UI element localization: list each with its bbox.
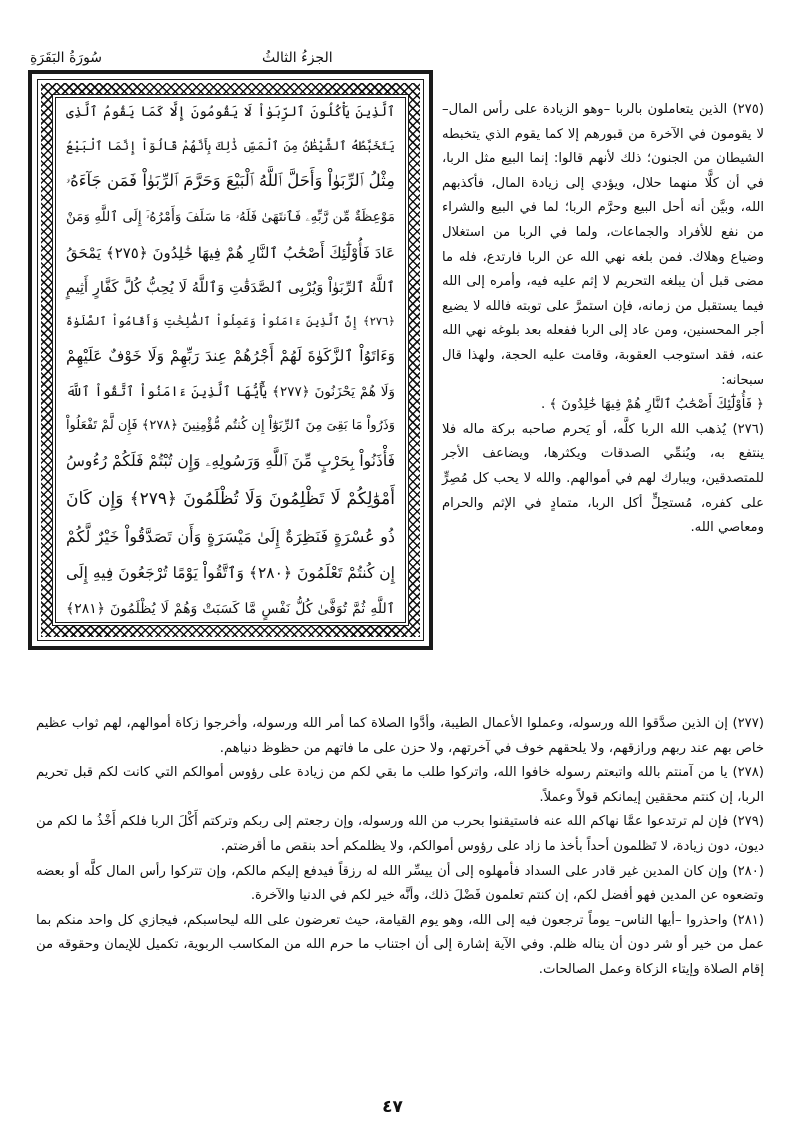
quran-line: مَوْعِظَةٌ مِّن رَّبِّهِۦ فَٱنتَهَىٰ فَلَهُۥ مَا سَلَفَ وَأَمْرُهُۥٓ إِلَى ٱللَّهِ وَمَنْ	[66, 209, 395, 226]
quran-line: ٱللَّهُ ٱلرِّبَوٰاْ وَيُرْبِى ٱلصَّدَقَٰتِ وَٱللَّهُ لَا يُحِبُّ كُلَّ كَفَّارٍ أَثِيمٍ	[66, 279, 395, 296]
quran-line: فَأْذَنُواْ بِحَرْبٍ مِّنَ ٱللَّهِ وَرَسُولِهِۦ وَإِن تُبْتُمْ فَلَكُمْ رُءُوسُ	[66, 451, 395, 470]
commentary-280: (٢٨٠) وإن كان المدين غير قادر على السداد فأمهلوه إلى أن ييسِّر الله له رزقاً فيدفع إليكم مالكم، وإن تتركوا رأس المال كلَّه أو بعضه وتضعوه عن المدين فهو أفضل لكم، إن كنتم تعلمون فَضْلَ ذلك، وأنَّه خير لكم في الدنيا والآخرة.	[36, 863, 764, 904]
quran-line: عَادَ فَأُوْلَٰٓئِكَ أَصْحَٰبُ ٱلنَّارِ هُمْ فِيهَا خَٰلِدُونَ ﴿٢٧٥﴾ يَمْحَقُ	[66, 243, 395, 262]
quran-frame	[28, 70, 433, 650]
quran-line: وَلَا هُمْ يَحْزَنُونَ ﴿٢٧٧﴾ يَٰٓأَيُّهَا ٱلَّذِينَ ءَامَنُواْ ٱتَّقُواْ ٱللَّهَ	[66, 383, 395, 400]
commentary-full	[36, 712, 764, 983]
page-number: ٤٧	[382, 1097, 403, 1117]
surah-header: سُورَةُ البَقَرَةِ	[30, 50, 103, 66]
commentary-side	[442, 98, 764, 541]
quran-line: إِن كُنتُمْ تَعْلَمُونَ ﴿٢٨٠﴾ وَٱتَّقُواْ يَوْمًا تُرْجَعُونَ فِيهِ إِلَى	[66, 564, 395, 583]
commentary-281: (٢٨١) واحذروا –أيها الناس– يوماً ترجعون فيه إلى الله، وهو يوم القيامة، حيث تعرضون على الله ليحاسبكم، فيجازي كل واحد منكم بما عمل من خير أو شر دون أن يناله ظلم. وفي الآية إشارة إلى أن اجتناب ما حرم الله من المكاسب الربوية، تكميل للإيمان وحقوقه من إقام الصلاة وإيتاء الزكاة وعمل الصالحات.	[36, 912, 764, 977]
quran-line: ٱلَّذِينَ يَأْكُلُونَ ٱلرِّبَوٰاْ لَا يَقُومُونَ إِلَّا كَمَا يَقُومُ ٱلَّذِى	[66, 104, 395, 120]
commentary-276: (٢٧٦) يُذهب الله الربا كلَّه، أو يَحرم صاحبه بركة ماله فلا ينتفع به، ويُنمِّي الصدقات ويكثرها، ويضاعف الأجر للمتصدقين، ويبارك لهم في أموالهم. والله لا يحب كل مُصِرٍّ على كفره، مُستحِلٍّ أكل الربا، متمادٍ في الإثم والحرام ومعاصي الله.	[442, 421, 764, 536]
juz-header: الجزءُ الثالثُ	[262, 50, 333, 66]
quran-line: ٱللَّهِ ثُمَّ تُوَفَّىٰ كُلُّ نَفْسٍ مَّا كَسَبَتْ وَهُمْ لَا يُظْلَمُونَ ﴿٢٨١﴾	[66, 601, 395, 618]
quran-line: وَءَاتَوُاْ ٱلزَّكَوٰةَ لَهُمْ أَجْرُهُمْ عِندَ رَبِّهِمْ وَلَا خَوْفٌ عَلَيْهِمْ	[66, 347, 395, 366]
commentary-277: (٢٧٧) إن الذين صدَّقوا الله ورسوله، وعملوا الأعمال الطيبة، وأدَّوا الصلاة كما أمر الله ورسوله، وأخرجوا زكاة أموالهم، لهم ثواب عظيم خاص بهم عند ربهم ورازقهم، ولا يلحقهم خوف في آخرتهم، ولا حزن على ما فاتهم من حظوظ دنياهم.	[36, 716, 764, 756]
verse-quote: ﴿ فَأُوْلَٰٓئِكَ أَصْحَٰبُ ٱلنَّارِ هُمْ فِيهَا خَٰلِدُونَ ﴾ .	[540, 397, 764, 413]
quran-line: يَتَخَبَّطُهُ ٱلشَّيْطَٰنُ مِنَ ٱلْمَسِّ ذَٰلِكَ بِأَنَّهُمْ قَالُوٓاْ إِنَّمَا ٱلْبَيْعُ	[66, 138, 395, 154]
quran-line: ﴿٢٧٦﴾ إِنَّ ٱلَّذِينَ ءَامَنُواْ وَعَمِلُواْ ٱلصَّٰلِحَٰتِ وَأَقَامُواْ ٱلصَّلَوٰةَ	[66, 314, 395, 329]
quran-line: مِثْلُ ٱلرِّبَوٰاْ وَأَحَلَّ ٱللَّهُ ٱلْبَيْعَ وَحَرَّمَ ٱلرِّبَوٰاْ فَمَن جَآءَهُۥ	[66, 171, 395, 191]
commentary-279: (٢٧٩) فإن لم ترتدعوا عمَّا نهاكم الله عنه فاستيقنوا بحرب من الله ورسوله، وإن رجعتم إلى ربكم وتركتم أَكْلَ الربا فلكم أَخْذُ ما لكم من ديون، دون زيادة، لا تَظلمون أحداً بأخذ ما زاد على رؤوس أموالكم، ولا يظلمكم أحد بنقص ما أقرضتم.	[36, 814, 764, 854]
quran-text	[66, 104, 395, 618]
commentary-275: (٢٧٥) الذين يتعاملون بالربا –وهو الزيادة على رأس المال– لا يقومون في الآخرة من قبورهم إلا كما يقوم الذي يتخبطه الشيطان من الجنون؛ ذلك لأنهم قالوا: إنما البيع مثل الربا، في أن كلًّا منهما حلال، ويؤدي إلى زيادة المال، فأكذبهم الله، وبيَّن أنه أحل البيع وحرَّم الربا؛ لما في البيع والشراء من نفع للأفراد والجماعات، ولما في الربا من استغلال وضياع وهلاك. فمن بلغه نهي الله عن الربا فارتدع، فله ما مضى قبل أن يبلغه التحريم لا إثم عليه فيه، وأمره إلى الله فيما يستقبل من زمانه، فإن استمرَّ على توبته فالله لا يضيع أجر المحسنين، ومن عاد إلى الربا ففعله بعد بلوغه نهي الله عنه، فقد استوجب العقوبة، وقامت عليه الحجة، ولهذا قال سبحانه:	[442, 102, 764, 388]
quran-line: وَذَرُواْ مَا بَقِىَ مِنَ ٱلرِّبَوٰٓاْ إِن كُنتُم مُّؤْمِنِينَ ﴿٢٧٨﴾ فَإِن لَّمْ تَفْعَلُواْ	[65, 418, 395, 434]
quran-line: أَمْوَٰلِكُمْ لَا تَظْلِمُونَ وَلَا تُظْلَمُونَ ﴿٢٧٩﴾ وَإِن كَانَ	[66, 488, 395, 509]
commentary-278: (٢٧٨) يا من آمنتم بالله واتبعتم رسوله خافوا الله، واتركوا طلب ما بقي لكم من زيادة على رؤوس أموالكم التي كانت لكم قبل تحريم الربا، إن كنتم محققين إيمانكم قولاً وعملاً.	[36, 765, 764, 805]
quran-line: ذُو عُسْرَةٍ فَنَظِرَةٌ إِلَىٰ مَيْسَرَةٍ وَأَن تَصَدَّقُواْ خَيْرٌ لَّكُمْ	[66, 527, 395, 547]
